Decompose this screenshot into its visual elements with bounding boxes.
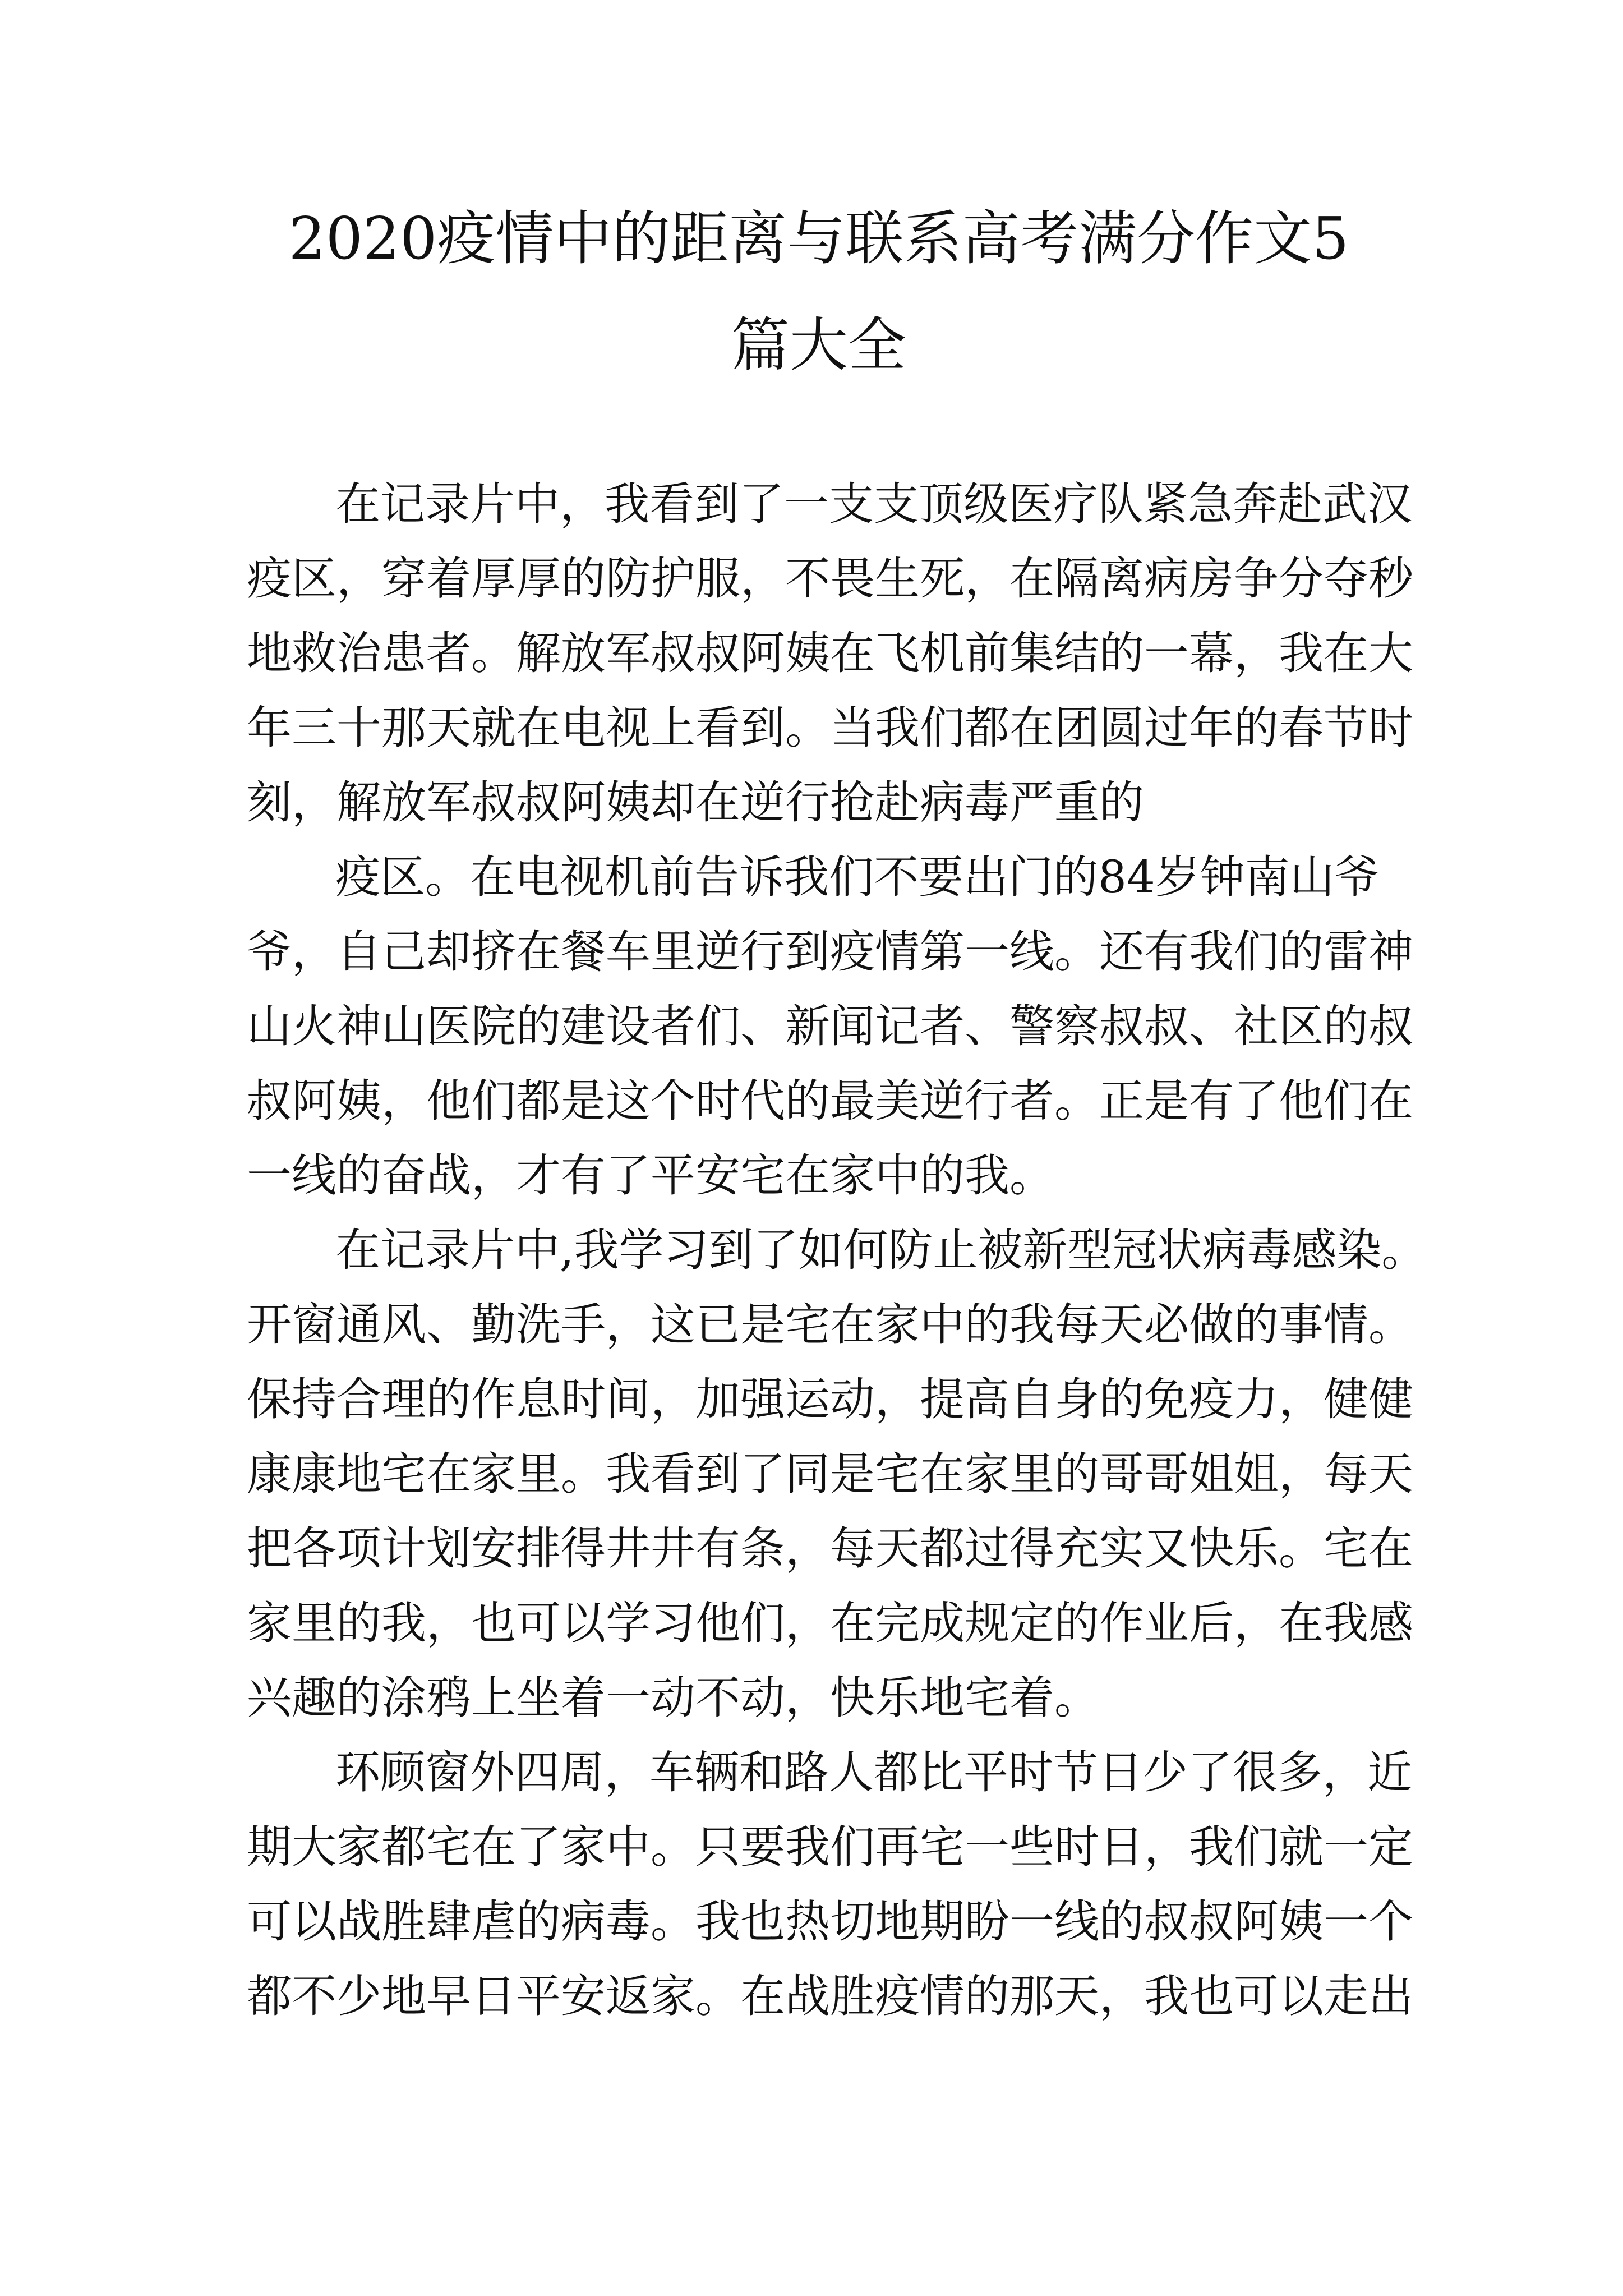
title-line-1: 2020疫情中的距离与联系高考满分作文5	[288, 204, 1349, 273]
text-line: 可以战胜肆虐的病毒。我也热切地期盼一线的叔叔阿姨一个	[247, 1895, 1413, 1948]
text-line: 山火神山医院的建设者们、新闻记者、警察叔叔、社区的叔	[247, 1000, 1413, 1052]
text-line: 疫区。在电视机前告诉我们不要出门的84岁钟南山爷	[335, 851, 1380, 903]
text-line: 刻，解放军叔叔阿姨却在逆行抢赴病毒严重的	[247, 776, 1144, 829]
text-line: 疫区，穿着厚厚的防护服，不畏生死，在隔离病房争分夺秒	[247, 553, 1413, 605]
text-line: 把各项计划安排得井井有条，每天都过得充实又快乐。宅在	[247, 1522, 1413, 1575]
text-line: 地救治患者。解放军叔叔阿姨在飞机前集结的一幕，我在大	[247, 627, 1413, 679]
text-line: 都不少地早日平安返家。在战胜疫情的那天，我也可以走出	[247, 1970, 1413, 2022]
text-line: 一线的奋战，才有了平安宅在家中的我。	[247, 1149, 1054, 1202]
document-body	[247, 467, 1427, 2033]
text-line: 期大家都宅在了家中。只要我们再宅一些时日，我们就一定	[247, 1821, 1413, 1873]
text-line: 爷，自己却挤在餐车里逆行到疫情第一线。还有我们的雷神	[247, 926, 1413, 978]
text-line: 兴趣的涂鸦上坐着一动不动，快乐地宅着。	[247, 1672, 1099, 1724]
text-line: 康康地宅在家里。我看到了同是宅在家里的哥哥姐姐，每天	[247, 1448, 1413, 1500]
text-line: 在记录片中，我看到了一支支顶级医疗队紧急奔赴武汉	[335, 478, 1412, 530]
text-line: 环顾窗外四周，车辆和路人都比平时节日少了很多，近	[335, 1746, 1412, 1798]
text-line: 年三十那天就在电视上看到。当我们都在团圆过年的春节时	[247, 702, 1413, 754]
text-line: 家里的我，也可以学习他们，在完成规定的作业后，在我感	[247, 1597, 1413, 1649]
text-line: 开窗通风、勤洗手，这已是宅在家中的我每天必做的事情。	[247, 1299, 1413, 1351]
document-title	[247, 185, 1391, 398]
text-line: 叔阿姨，他们都是这个时代的最美逆行者。正是有了他们在	[247, 1075, 1413, 1127]
title-line-2: 篇大全	[731, 311, 906, 379]
text-line: 保持合理的作息时间，加强运动，提高自身的免疫力，健健	[247, 1373, 1413, 1425]
text-line: 在记录片中,我学习到了如何防止被新型冠状病毒感染。	[335, 1224, 1427, 1276]
